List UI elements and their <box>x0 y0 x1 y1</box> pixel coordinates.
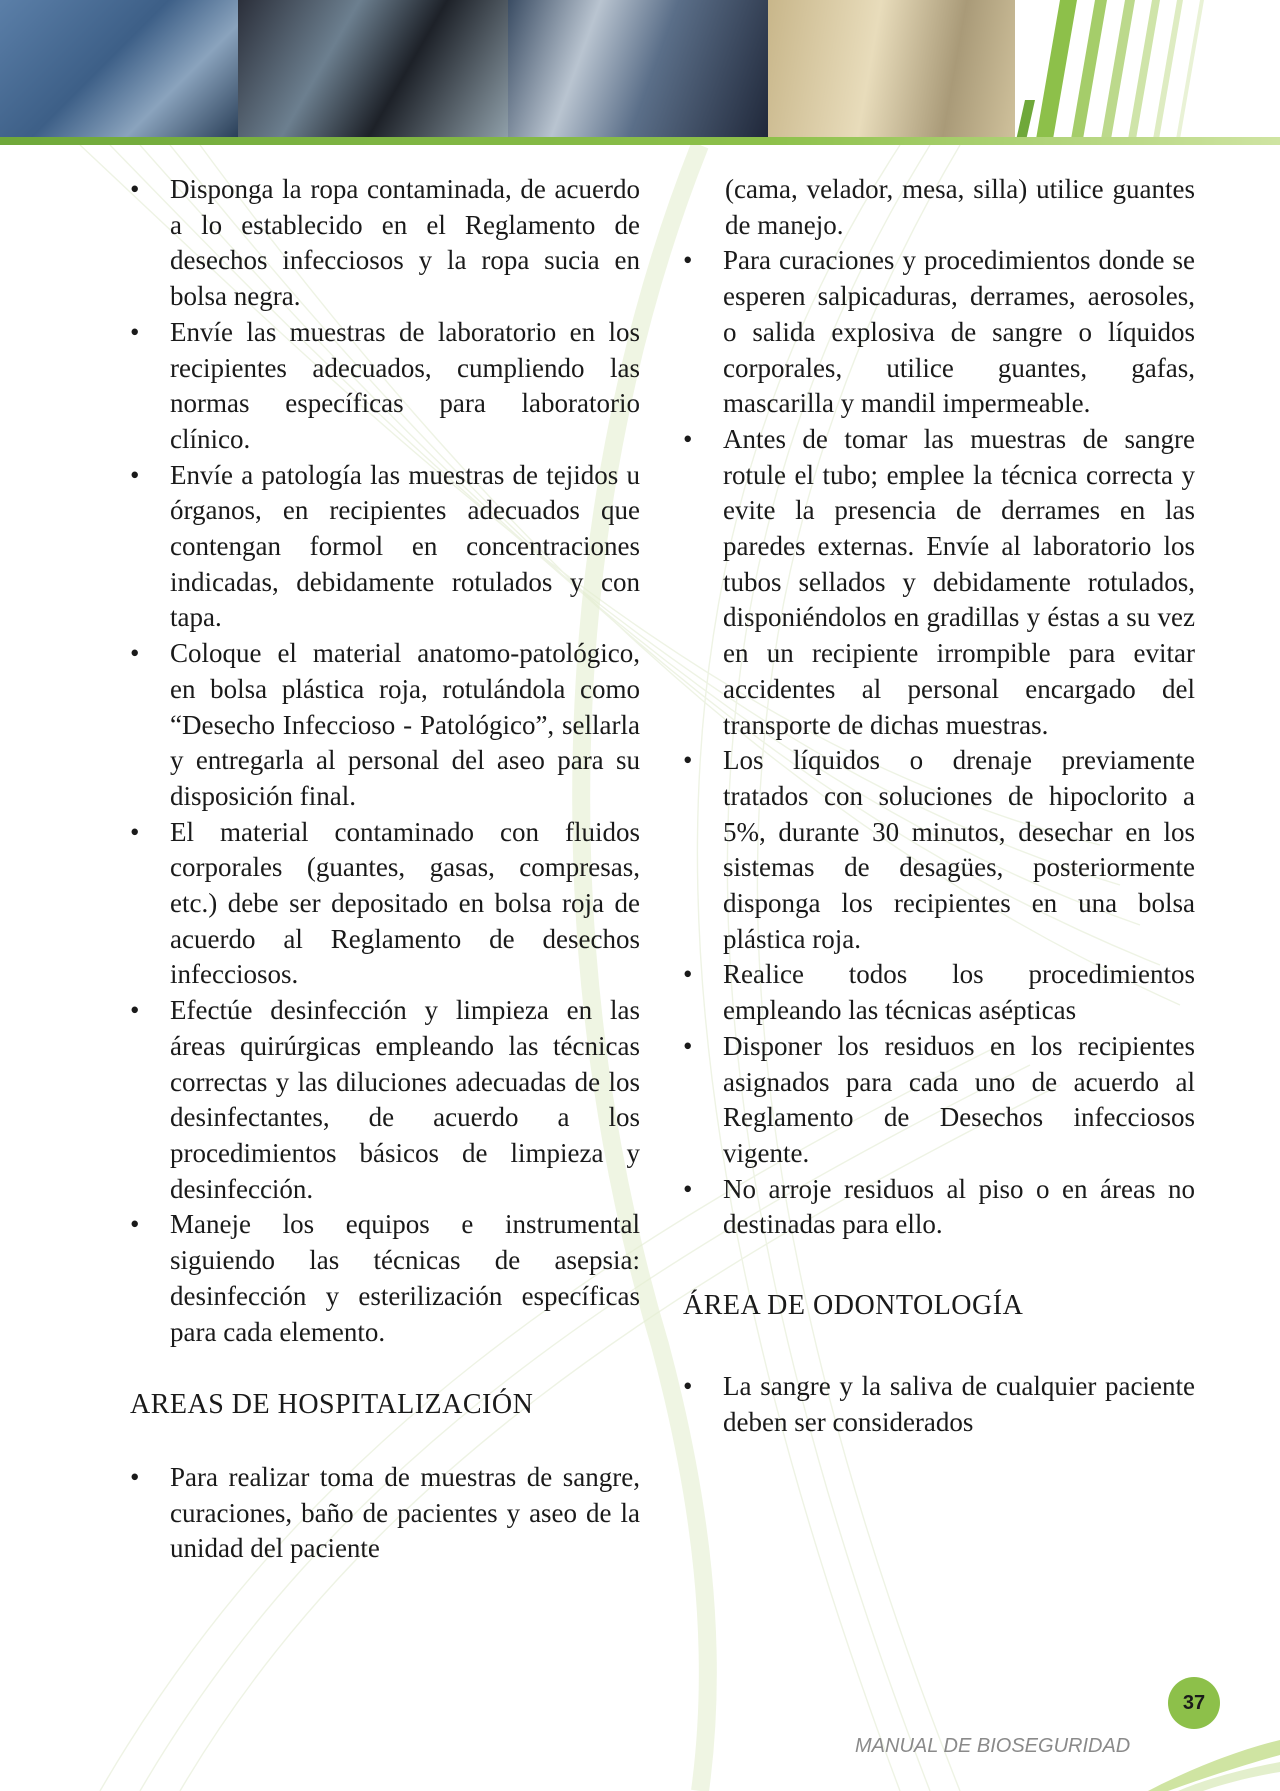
list-item: • Maneje los equipos e instrumental siguiendo las técnicas de asepsia: desinfección y esterilización específicas para cada elemento. <box>130 1207 640 1350</box>
list-item: • Envíe las muestras de laboratorio en los recipientes adecuados, cumpliendo las normas específicas para laboratorio clínico. <box>130 315 640 458</box>
header-banner <box>0 0 1280 145</box>
footer-title: MANUAL DE BIOSEGURIDAD <box>855 1735 1131 1757</box>
list-item: • El material contaminado con fluidos corporales (guantes, gasas, compresas, etc.) debe ser depositado en bolsa roja de acuerdo al Reglamento de desechos infecciosos. <box>130 815 640 994</box>
lab-glove-photo <box>508 0 768 137</box>
list-item: • Disponer los residuos en los recipientes asignados para cada uno de acuerdo al Reglamento de Desechos infecciosos vigente. <box>683 1029 1195 1172</box>
green-stripes-decoration <box>1015 0 1280 145</box>
right-bullet-list <box>683 243 1195 1243</box>
list-item: • Disponga la ropa contaminada, de acuerdo a lo establecido en el Reglamento de desechos infecciosos y la ropa sucia en bolsa negra. <box>130 172 640 315</box>
section-heading-hospitalizacion: AREAS DE HOSPITALIZACIÓN <box>130 1389 534 1421</box>
header-green-bar <box>0 137 1280 145</box>
continued-text: (cama, velador, mesa, silla) utilice guantes de manejo. <box>725 174 1195 240</box>
list-item: • Los líquidos o drenaje previamente tratados con soluciones de hipoclorito a 5%, durante 30 minutos, desechar en los sistemas de desagües, posteriormente disponga los recipientes en una bolsa plástica roja. <box>683 743 1195 957</box>
list-item: • Coloque el material anatomo-patológico, en bolsa plástica roja, rotulándola como “Desecho Infeccioso - Patológico”, sellarla y entregarla al personal del aseo para su disposición final. <box>130 636 640 815</box>
list-item: • Efectúe desinfección y limpieza en las áreas quirúrgicas empleando las técnicas correctas y las diluciones adecuadas de los desinfectantes, de acuerdo a los procedimientos básicos de limpieza y desinfección. <box>130 993 640 1207</box>
page-number-badge: 37 <box>1168 1677 1220 1729</box>
patient-care-photo <box>238 0 508 137</box>
hospital-ward-photo <box>768 0 1028 137</box>
right-column <box>683 172 1195 1440</box>
list-item: • Para curaciones y procedimientos donde se esperen salpicaduras, derrames, aerosoles, o salida explosiva de sangre o líquidos corporales, utilice guantes, gafas, mascarilla y mandil impermeable. <box>683 243 1195 422</box>
list-item: • Antes de tomar las muestras de sangre rotule el tubo; emplee la técnica correcta y evite la presencia de derrames en las paredes externas. Envíe al laboratorio los tubos sellados y debidamente rotulados, disponiéndolos en gradillas y éstas a su vez en un recipiente irrompible para evitar accidentes al personal encargado del transporte de dichas muestras. <box>683 422 1195 743</box>
list-item: • Para realizar toma de muestras de sangre, curaciones, baño de pacientes y aseo de la unidad del paciente <box>130 1460 640 1567</box>
right-bullet-list-2 <box>683 1369 1195 1440</box>
list-item: • La sangre y la saliva de cualquier paciente deben ser considerados <box>683 1369 1195 1440</box>
list-item: • Envíe a patología las muestras de tejidos u órganos, en recipientes adecuados que contengan formol en concentraciones indicadas, debidamente rotulados y con tapa. <box>130 458 640 637</box>
left-column <box>130 172 640 1567</box>
left-bullet-list-2 <box>130 1460 640 1567</box>
left-bullet-list <box>130 172 640 1350</box>
nurse-cleaning-photo <box>0 0 238 137</box>
section-heading-odontologia: ÁREA DE ODONTOLOGÍA <box>683 1290 1024 1322</box>
list-item: • No arroje residuos al piso o en áreas no destinadas para ello. <box>683 1172 1195 1243</box>
list-item: • Realice todos los procedimientos empleando las técnicas asépticas <box>683 957 1195 1028</box>
footer-swoosh-decoration <box>1148 1710 1280 1791</box>
